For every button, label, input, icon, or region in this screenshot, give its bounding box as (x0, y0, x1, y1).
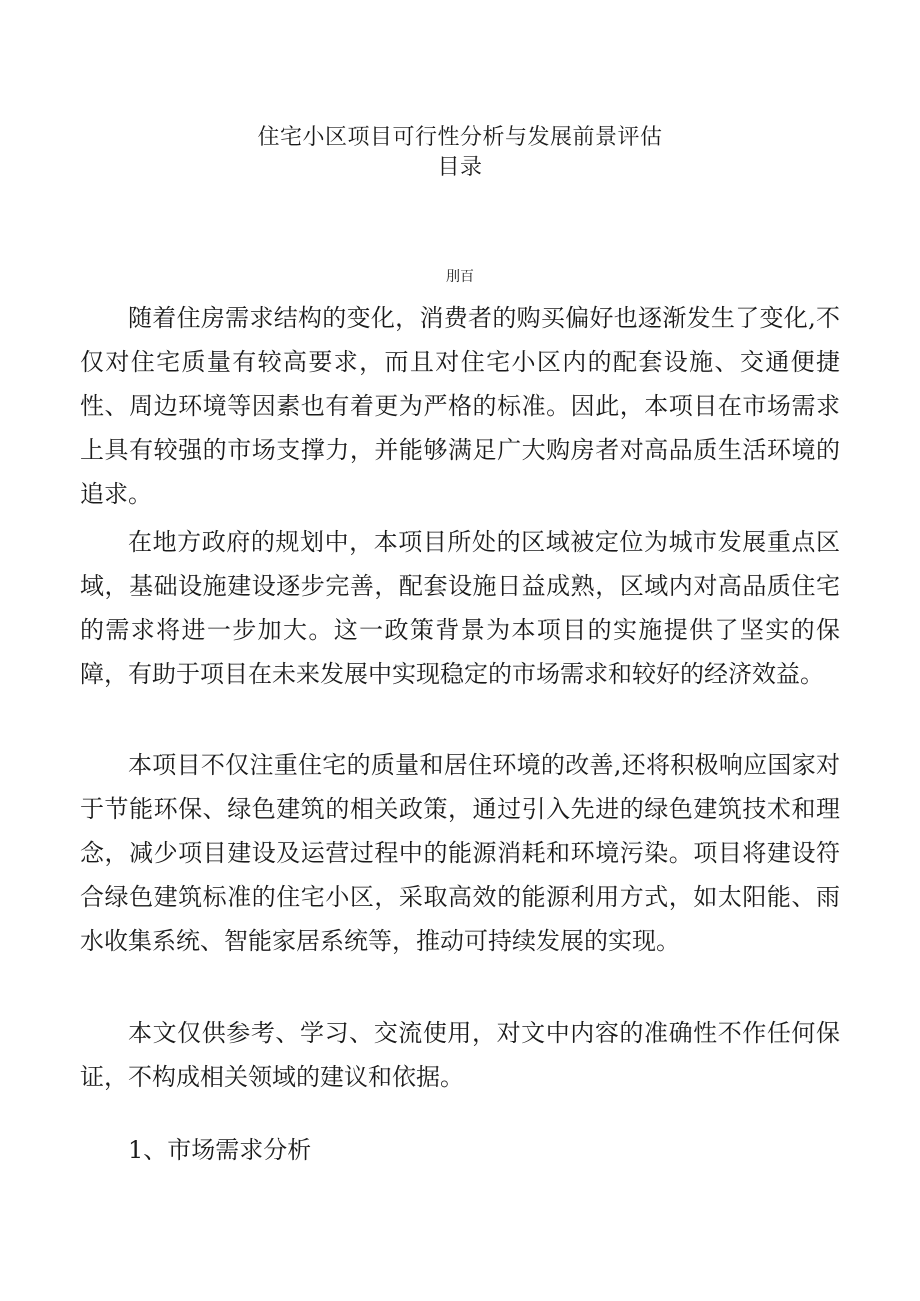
paragraph-3: 本项目不仅注重住宅的质量和居住环境的改善,还将积极响应国家对于节能环保、绿色建筑的相关政策，通过引入先进的绿色建筑技术和理念，减少项目建设及运营过程中的能源消耗和环境污染。项目将建设符合绿色建筑标准的住宅小区，采取高效的能源利用方式，如太阳能、雨水收集系统、智能家居系统等，推动可持续发展的实现。 (80, 751, 840, 955)
paragraph-4-disclaimer: 本文仅供参考、学习、交流使用，对文中内容的准确性不作任何保证，不构成相关领域的建议和依据。 (80, 1019, 840, 1091)
section-heading-market-demand: 1、市场需求分析 (128, 1136, 312, 1164)
toc-label: 目录 (437, 155, 483, 180)
document-title: 住宅小区项目可行性分析与发展前景评估 (257, 125, 663, 150)
paragraph-1: 随着住房需求结构的变化，消费者的购买偏好也逐渐发生了变化,不仅对住宅质量有较高要求，而且对住宅小区内的配套设施、交通便捷性、周边环境等因素也有着更为严格的标准。因此，本项目在市场需求上具有较强的市场支撑力，并能够满足广大购房者对高品质生活环境的追求。 (80, 304, 840, 508)
foreword-label: 刖百 (446, 269, 474, 285)
paragraph-2: 在地方政府的规划中，本项目所处的区域被定位为城市发展重点区域，基础设施建设逐步完善，配套设施日益成熟，区域内对高品质住宅的需求将进一步加大。这一政策背景为本项目的实施提供了坚实的保障，有助于项目在未来发展中实现稳定的市场需求和较好的经济效益。 (80, 528, 840, 688)
